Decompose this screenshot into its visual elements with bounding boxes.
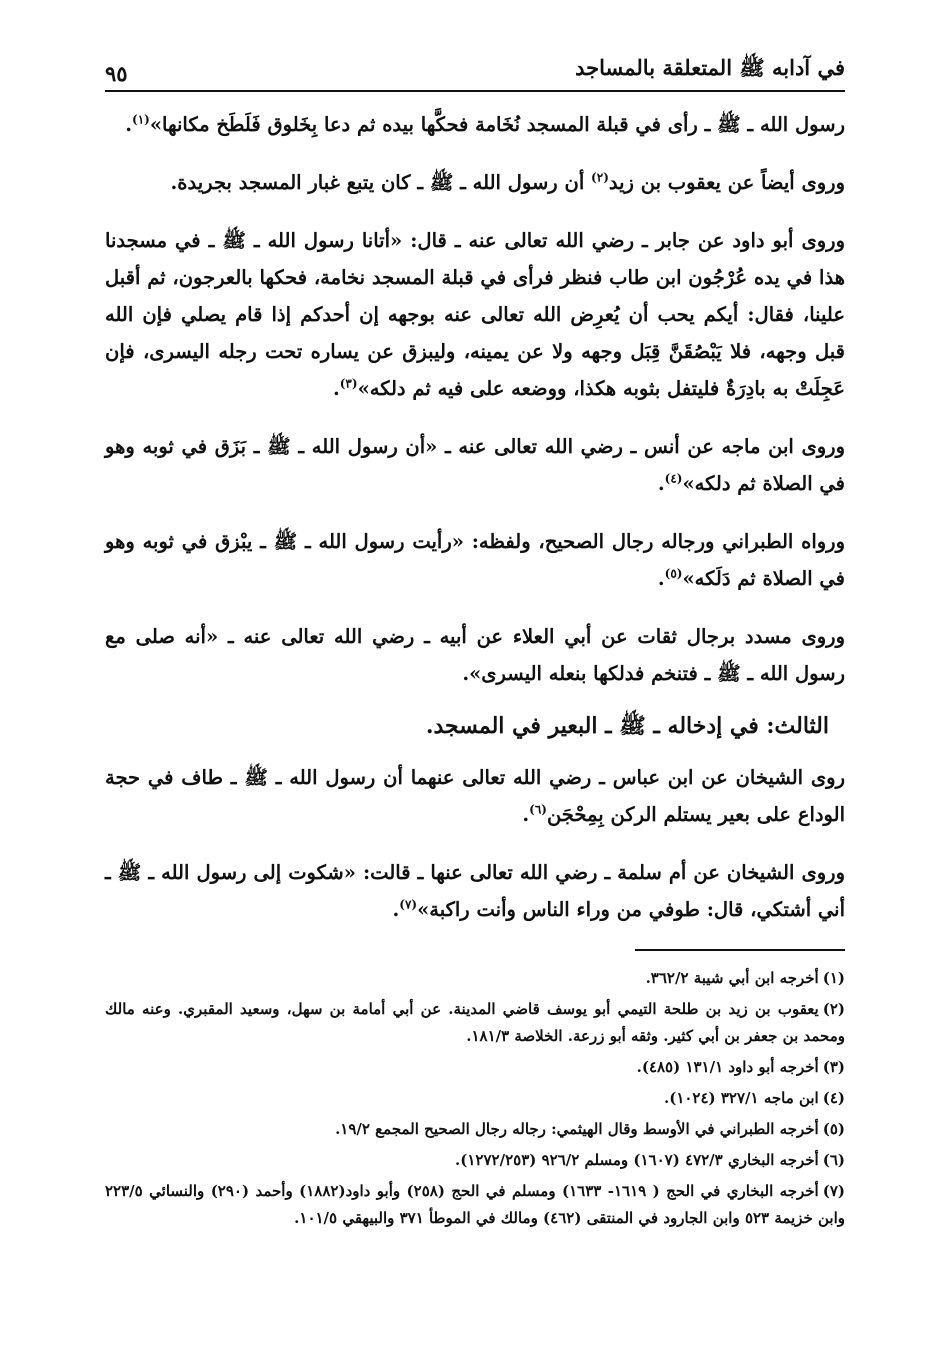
paragraph: وروى ابن ماجه عن أنس ـ رضي الله تعالى عنه ـ «أن رسول الله ـ ﷺ ـ بَزَق في ثوبه وهو في الصلاة ثم دلكه»$^{(٤)}$. <box>105 435 845 495</box>
footnote-ref: (٣) <box>339 376 358 391</box>
book-page <box>105 48 845 1236</box>
footnote-separator <box>635 949 845 951</box>
footnote: (٥)أخرجه الطبراني في الأوسط وقال الهيثمي: رجاله رجال الصحيح المجمع ١٩/٢. <box>335 1120 845 1138</box>
paragraph: روى الشيخان عن ابن عباس ـ رضي الله تعالى عنهما أن رسول الله ـ ﷺ ـ طاف في حجة الوداع على بعير يستلم الركن بِمِحْجَن$^{(٦)}$. <box>105 766 845 826</box>
footnote: (٢)يعقوب بن زيد بن طلحة التيمي أبو يوسف قاضي المدينة. عن أبي أمامة بن سهل، وسعيد المقبري. وعنه مالك ومحمد بن جعفر بن أبي كثير. وثقه أبو زرعة. الخلاصة ١٨١/٣. <box>105 1000 845 1045</box>
footnote-ref: (٦) <box>529 802 547 817</box>
footnote-ref: (٤) <box>664 471 683 486</box>
paragraph: وروى أبو داود عن جابر ـ رضي الله تعالى عنه ـ قال: «أتانا رسول الله ـ ﷺ ـ في مسجدنا هذا في يده عُرْجُون ابن طاب فنظر فرأى في قبلة المسجد نخامة، فحكها بالعرجون، ثم أقبل علينا، فقال: أيكم يحب أن يُعرِض الله تعالى عنه بوجهه إن أحدكم إذا قام يصلي فإن الله قبل وجهه، فلا يَبْصُقَنَّ قِبَل وجهه ولا عن يمينه، وليبزق عن يساره تحت رجله اليسرى، فإن عَجِلَتْ به بادِرَةٌ فليتفل بثوبه هكذا، ووضعه على فيه ثم دلكه»$^{(٣)}$. <box>105 229 845 400</box>
paragraph: رسول الله ـ ﷺ ـ رأى في قبلة المسجد نُخَامة فحكَّها بيده ثم دعا بِخَلوق فَلَطَخ مكانها»$^{(١)}$. <box>125 112 845 136</box>
footnote-ref: (٧) <box>399 897 418 912</box>
footnote: (٧)أخرجه البخاري في الحج ( ١٦١٩- ١٦٣٣) ومسلم في الحج (٢٥٨) وأبو داود(١٨٨٢) وأحمد (٢٩٠) والنسائي ٢٢٣/٥ وابن خزيمة ٥٢٣ وابن الجارود في المنتقى (٤٦٢) ومالك في الموطأ ٣٧١ والبيهقي ١٠١/٥. <box>105 1182 845 1227</box>
paragraph: وروى مسدد برجال ثقات عن أبي العلاء عن أبيه ـ رضي الله تعالى عنه ـ «أنه صلى مع رسول الله ـ ﷺ ـ فتنخم فدلكها بنعله اليسرى». <box>105 625 845 685</box>
main-text <box>105 106 845 928</box>
paragraph: وروى الشيخان عن أم سلمة ـ رضي الله تعالى عنها ـ قالت: «شكوت إلى رسول الله ـ ﷺ ـ أني أشتكي، قال: طوفي من وراء الناس وأنت راكبة»$^{(٧)}$. <box>105 861 845 921</box>
footnote: (١)أخرجه ابن أبي شيبة ٣٦٢/٢. <box>645 969 845 987</box>
footnote-ref: (٢) <box>591 170 609 185</box>
footnote-ref: (١) <box>132 112 150 127</box>
footnote: (٤)ابن ماجه ٣٢٧/١ (١٠٢٤). <box>663 1089 845 1107</box>
footnote-ref: (٥) <box>664 566 683 581</box>
footnotes <box>105 965 845 1232</box>
footnote: (٦)أخرجه البخاري ٤٧٢/٣ (١٦٠٧) ومسلم ٩٢٦/٢ (١٢٧٢/٢٥٣). <box>455 1151 845 1169</box>
page-number: ٩٥ <box>105 61 128 86</box>
section-heading: الثالث: في إدخاله ـ ﷺ ـ البعير في المسجد. <box>425 713 829 739</box>
paragraph: وروى أيضاً عن يعقوب بن زيد$^{(٢)}$ أن رسول الله ـ ﷺ ـ كان يتبع غبار المسجد بجريدة. <box>170 170 845 194</box>
running-title: في آدابه ﷺ المتعلقة بالمساجد <box>575 55 845 80</box>
footnote: (٣)أخرجه أبو داود ١٣١/١ (٤٨٥). <box>636 1058 845 1076</box>
page-header <box>105 48 845 92</box>
paragraph: ورواه الطبراني ورجاله رجال الصحيح، ولفظه: «رأيت رسول الله ـ ﷺ ـ يبْزق في ثوبه وهو في الصلاة ثم دَلَكه»$^{(٥)}$. <box>105 530 845 590</box>
